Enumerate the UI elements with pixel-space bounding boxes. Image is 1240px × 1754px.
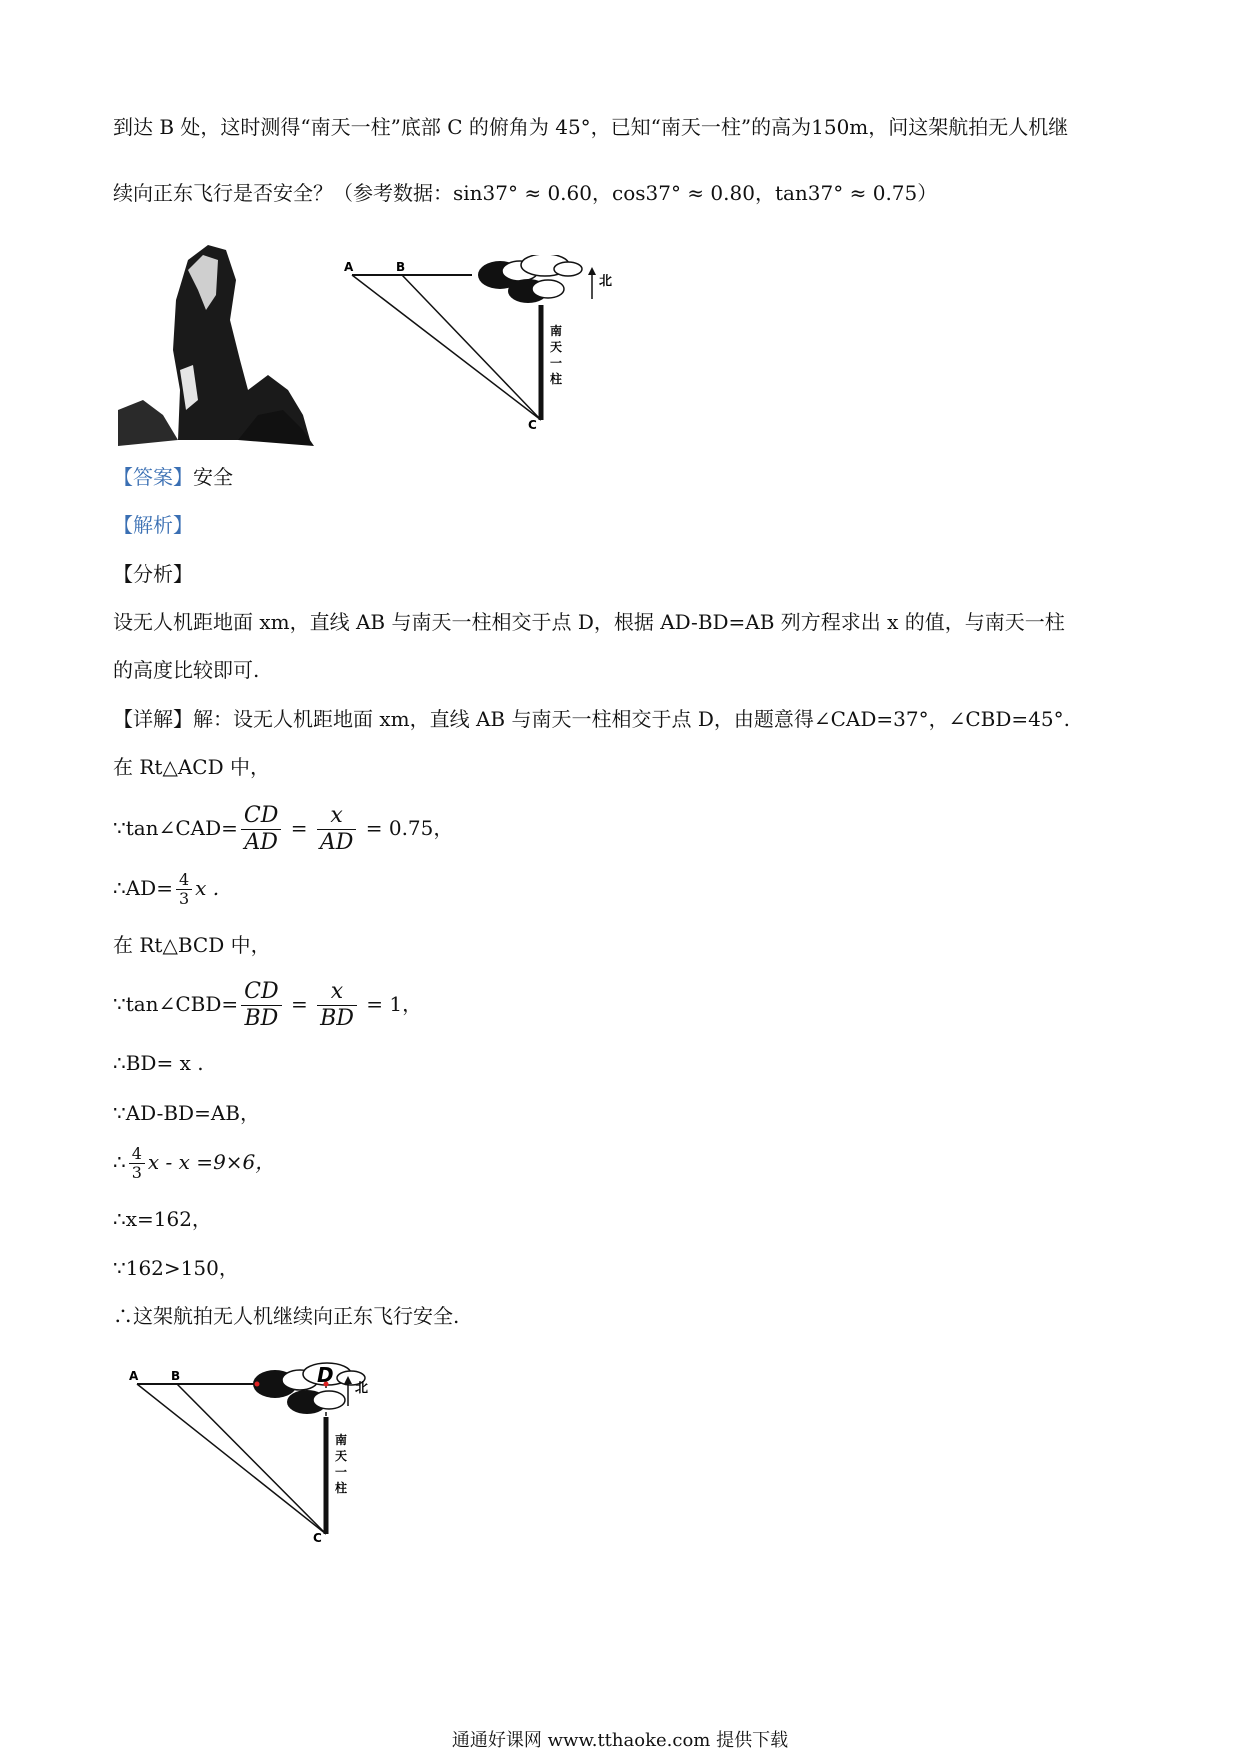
detail-tag: 【详解】 <box>113 707 193 731</box>
compare-line: ∵162>150， <box>113 1256 239 1280</box>
ad-var: x . <box>195 876 220 900</box>
tan-cad-prefix: ∵tan∠CAD= <box>113 816 238 840</box>
analysis-line-2: 的高度比较即可. <box>113 658 260 682</box>
ad-prefix: ∴AD= <box>113 876 173 900</box>
pillar-char-1: 南 <box>550 324 563 338</box>
ad-equation <box>113 866 219 910</box>
fraction-4-3-eq: $\frac{4}{3}$ <box>129 1145 145 1182</box>
page-footer: 通通好课网 www.tthaoke.com 提供下载 <box>451 1730 789 1751</box>
figure-1-diagram <box>340 255 640 430</box>
x-line: ∴x=162， <box>113 1207 212 1231</box>
eq-rest: x - x =9×6， <box>147 1150 276 1174</box>
label-north-2: 北 <box>355 1381 369 1396</box>
fraction-x-bd: $\frac{x}{BD}$ <box>317 979 357 1032</box>
pillar-char-1: 南 <box>335 1433 348 1447</box>
label-north: 北 <box>599 274 613 289</box>
tan-cbd-equation: ∵tan∠CBD= $\frac{CD}{BD}$ = $\frac{x}{BD}$ = 1， <box>113 979 423 1031</box>
answer-value: 安全 <box>193 465 233 489</box>
tan-cbd-prefix: ∵tan∠CBD= <box>113 992 239 1016</box>
label-a: A <box>344 260 354 274</box>
north-arrow-icon <box>588 267 596 299</box>
pillar-char-3: 一 <box>550 356 563 370</box>
analysis-line-1: 设无人机距地面 xm，直线 AB 与南天一柱相交于点 D，根据 AD-BD=AB 列方程求出 x 的值，与南天一柱 <box>113 610 1065 634</box>
point-marker <box>255 1382 260 1387</box>
rt-acd-line: 在 Rt△ACD 中， <box>113 755 270 779</box>
problem-line-2: 续向正东飞行是否安全？（参考数据：sin37° ≈ 0.60，cos37° ≈ 0.80，tan37° ≈ 0.75） <box>113 181 938 205</box>
ad-bd-line: ∵AD-BD=AB， <box>113 1101 260 1125</box>
tan-cad-value: = 0.75， <box>365 816 454 840</box>
pillar-char-3: 一 <box>335 1465 348 1479</box>
label-d: D <box>317 1363 334 1387</box>
problem-line-1: 到达 B 处，这时测得“南天一柱”底部 C 的俯角为 45°，已知“南天一柱”的高为150m，问这架航拍无人机继 <box>113 115 1069 139</box>
answer-tag: 【答案】 <box>113 465 193 489</box>
label-b: B <box>396 260 406 274</box>
equation-line <box>113 1140 275 1184</box>
conclusion-line: ∴这架航拍无人机继续向正东飞行安全. <box>113 1304 460 1328</box>
label-a-2: A <box>129 1369 139 1383</box>
tan-cbd-value: = 1， <box>366 992 423 1016</box>
jiexi-tag: 【解析】 <box>113 513 193 537</box>
analysis-tag: 【分析】 <box>113 562 193 586</box>
pillar-char-2: 天 <box>550 340 563 354</box>
fraction-cd-ad: $\frac{CD}{AD}$ <box>241 803 281 856</box>
detail-intro: 解：设无人机距地面 xm，直线 AB 与南天一柱相交于点 D，由题意得∠CAD=37°，∠CBD=45°. <box>193 707 1070 731</box>
fraction-4-3: $\frac{4}{3}$ <box>176 871 192 908</box>
fraction-x-ad: $\frac{x}{AD}$ <box>317 803 357 856</box>
bd-line: ∴BD= x . <box>113 1051 204 1075</box>
figure-2-diagram <box>125 1362 435 1542</box>
fraction-cd-bd: $\frac{CD}{BD}$ <box>241 979 281 1032</box>
label-c: C <box>528 418 537 430</box>
label-c-2: C <box>313 1531 322 1542</box>
pillar-char-4: 柱 <box>550 372 563 386</box>
rt-bcd-line: 在 Rt△BCD 中， <box>113 933 271 957</box>
answer-line <box>113 463 233 491</box>
detail-intro-line <box>113 705 1070 733</box>
pillar-char-4: 柱 <box>335 1481 348 1495</box>
label-b-2: B <box>171 1369 181 1383</box>
eq-prefix: ∴ <box>113 1150 126 1174</box>
cloud-icon <box>478 255 582 303</box>
pillar-photo <box>118 240 314 446</box>
tan-cad-equation: ∵tan∠CAD= $\frac{CD}{AD}$ = $\frac{x}{AD}$ = 0.75， <box>113 803 454 855</box>
pillar-char-2: 天 <box>335 1449 348 1463</box>
